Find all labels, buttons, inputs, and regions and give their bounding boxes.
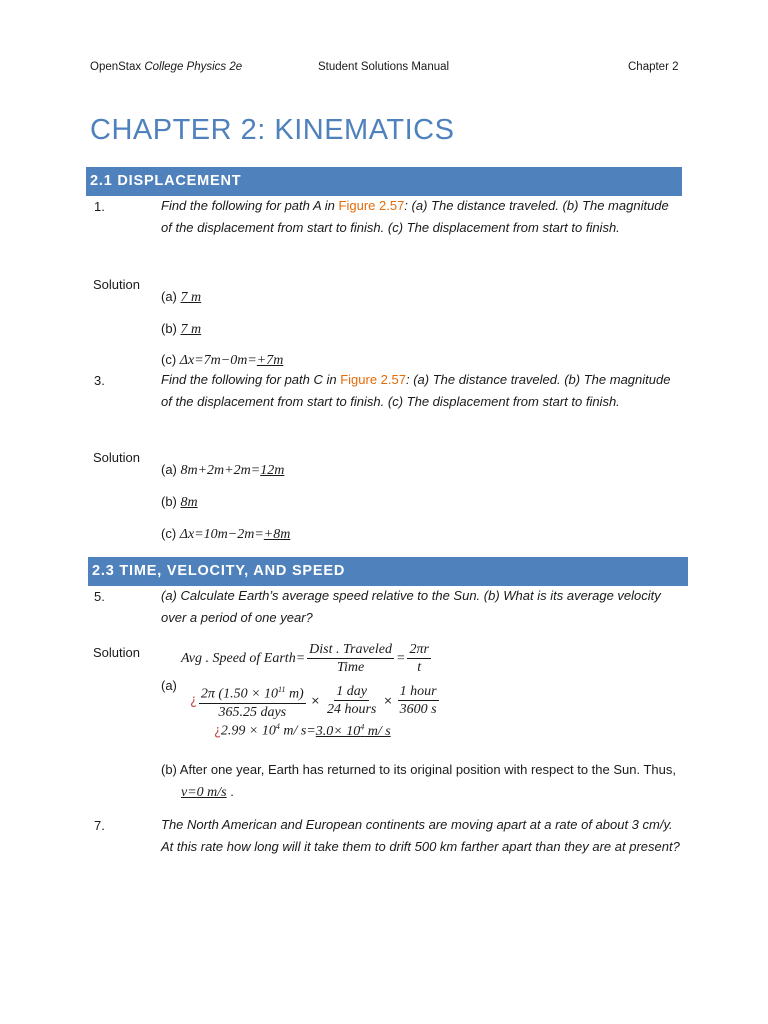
problem-1-answer-a: (a) 7 m: [161, 289, 202, 305]
solution-label: Solution: [93, 450, 140, 465]
problem-1-text: Find the following for path A in Figure 2.57: (a) The distance traveled. (b) The magnitude of the displacement from start to finish. (c) The displacement from start to finish.: [161, 198, 669, 235]
header-left: OpenStax College Physics 2e: [90, 61, 243, 73]
section-heading-2-3: 2.3 TIME, VELOCITY, AND SPEED: [88, 557, 688, 586]
chapter-title: CHAPTER 2: KINEMATICS: [90, 114, 455, 146]
figure-2-57-link[interactable]: Figure 2.57: [338, 198, 405, 213]
problem-7-text: The North American and European continents are moving apart at a rate of about 3 cm/y. At this rate how long will it take them to drift 500 km farther apart than they are at present?: [161, 817, 680, 854]
problem-3-answer-a: (a) 8m+2m+2m=12m: [161, 462, 285, 478]
problem-3-answer-b: (b) 8m: [161, 494, 198, 510]
problem-7-number: 7.: [94, 818, 105, 833]
solution-label: Solution: [93, 277, 140, 292]
equation-speed-calc: ¿ $\frac{2\pi (1.50 \times 10^{11} m)}{\text{365.25 days}}$ × $\frac{\text{1 day}}{\text{24 hours}}$ × $\frac{\text{1 hour}}{3600 s}$: [190, 681, 441, 721]
problem-5-text: (a) Calculate Earth’s average speed relative to the Sun. (b) What is its average velocity over a period of one year?: [161, 588, 661, 625]
problem-5-answer-b: (b) After one year, Earth has returned to its original position with respect to the Sun. Thus, v=0 m/s .: [161, 762, 676, 800]
problem-3-number: 3.: [94, 373, 105, 388]
problem-1-number: 1.: [94, 199, 105, 214]
problem-5-part-a-label: (a): [161, 678, 177, 693]
problem-3-text: Find the following for path C in Figure 2.57: (a) The distance traveled. (b) The magnitude of the displacement from start to finish. (c) The displacement from start to finish.: [161, 372, 671, 409]
solution-label: Solution: [93, 645, 140, 660]
equation-avg-speed: Avg . Speed of Earth= $\frac{\text{Dist . Traveled}}{\text{Time}}$ = $\frac{2\pi r}{t}$: [181, 642, 429, 675]
header-right: Chapter 2: [628, 61, 679, 73]
problem-1-answer-b: (b) 7 m: [161, 321, 202, 337]
equation-speed-result: ¿$2.99 \times 10^4$ m/ $s=3.0\times 10^4$ m/ s: [214, 722, 391, 739]
problem-1-answer-c: (c) Δx=7m−0m=+7m: [161, 352, 284, 368]
problem-5-number: 5.: [94, 589, 105, 604]
section-heading-2-1: 2.1 DISPLACEMENT: [86, 167, 682, 196]
problem-3-answer-c: (c) Δx=10m−2m=+8m: [161, 526, 291, 542]
header-center: Student Solutions Manual: [318, 61, 450, 73]
figure-2-57-link[interactable]: Figure 2.57: [340, 372, 406, 387]
